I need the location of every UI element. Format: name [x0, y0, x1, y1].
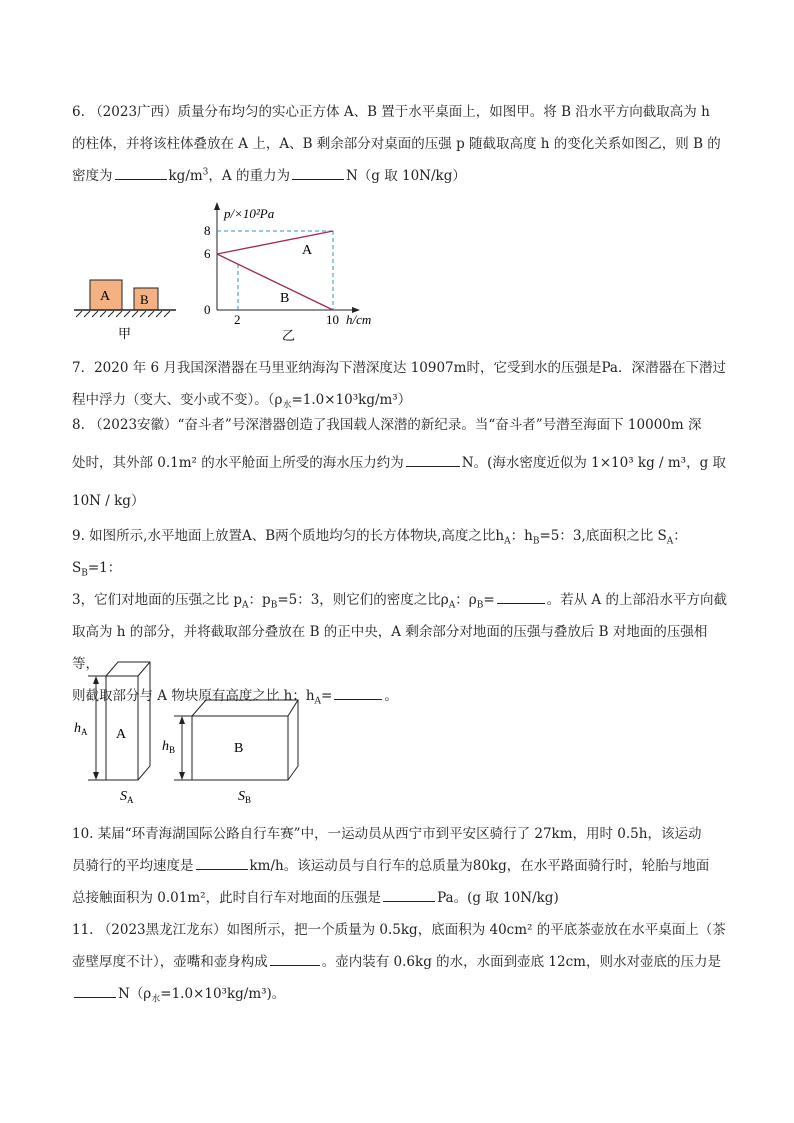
- q8-line3: 10N / kg）: [72, 493, 145, 509]
- answer-blank[interactable]: [270, 951, 320, 966]
- q11-line1: 11. （2023黑龙江龙东）如图所示，把一个质量为 0.5kg，底面积为 40cm² 的平底茶壶放在水平桌面上（茶: [72, 922, 726, 938]
- block-b-label: B: [140, 292, 149, 307]
- q8-line1: 8. （2023安徽）“奋斗者”号深潜器创造了我国载人深潜的新纪录。当“奋斗者”号潜至海面下 10000m 深: [72, 417, 702, 433]
- box-b-label: B: [234, 741, 244, 756]
- q11-line3: $N(\rho_水=1.0\times 10^3kg/m^3)$。: [72, 978, 732, 1010]
- y-axis-arrow: [214, 202, 220, 210]
- block-b-3d: [192, 700, 298, 780]
- y-tick-6: 6: [204, 246, 211, 261]
- y-axis-label: p/×10²Pa: [224, 206, 275, 221]
- answer-blank[interactable]: [196, 855, 248, 870]
- q11-line2: 壶壁厚度不计），壶嘴和壶身构成 。壶内装有 0.6kg 的水，水面到壶底 12cm，则水对壶底的压力是: [72, 946, 732, 978]
- q6-number: 6.: [72, 104, 85, 120]
- q6-line3: 密度为 $kg/m^3$，A 的重力为 N（g 取 10N/kg）: [72, 160, 732, 192]
- label-jia: 甲: [118, 326, 132, 341]
- label-yi: 乙: [282, 328, 296, 343]
- q6-figure: [60, 198, 400, 348]
- question-8: [72, 406, 732, 520]
- sb-label: $S_B$: [238, 789, 252, 805]
- line-a-label: A: [302, 243, 313, 258]
- line-a: [217, 231, 333, 254]
- y-tick-8: 8: [204, 223, 211, 238]
- line-b-label: B: [280, 291, 290, 306]
- sa-label: $S_A$: [120, 789, 134, 805]
- ha-label: $h_A$: [74, 721, 88, 737]
- question-6: [72, 96, 732, 192]
- table-hatching: [76, 311, 170, 317]
- block-a-label: A: [100, 289, 111, 304]
- x-axis-label: h/cm: [346, 312, 372, 327]
- answer-blank[interactable]: [74, 983, 116, 998]
- q9-line3: 取高为 h 的部分，并将截取部分叠放在 B 的正中央，A 剩余部分对地面的压强与叠放后 B 对地面的压强相等，: [72, 624, 708, 672]
- answer-blank[interactable]: [406, 452, 460, 467]
- dimension-hb: [174, 716, 192, 780]
- q7-line2: 程中浮力（变大、变小或不变）。$(\rho_水=1.0\times 10^3kg/m^3)$: [72, 392, 412, 411]
- question-10: [72, 818, 732, 914]
- q9-line1: 9. 如图所示,水平地面上放置A、B两个质地均匀的长方体物块,高度之比$h_A$：$h_B=5$：3,底面积之比 $S_A$：$S_B=1$：: [72, 528, 687, 579]
- x-tick-2: 2: [234, 312, 241, 327]
- q9-line2: 3，它们对地面的压强之比 $p_A$：$p_B=5$：3，则它们的密度之比$\rho_A$：$\rho_B=$ 。若从 A 的上部沿水平方向截: [72, 584, 732, 616]
- q10-line1: 10. 某届“环青海湖国际公路自行车赛”中，一运动员从西宁市到平安区骑行了 27km，用时 0.5h，该运动: [72, 826, 702, 842]
- block-a-3d: [106, 662, 150, 780]
- answer-blank[interactable]: [334, 685, 382, 700]
- box-a-label: A: [116, 727, 127, 742]
- x-tick-10: 10: [326, 312, 339, 327]
- answer-blank[interactable]: [115, 165, 167, 180]
- hb-label: $h_B$: [162, 739, 176, 755]
- y-tick-0: 0: [204, 302, 211, 317]
- q10-line2: 员骑行的平均速度是 km/h。该运动员与自行车的总质量为80kg，在水平路面骑行时，轮胎与地面: [72, 850, 732, 882]
- figure-jia: [74, 280, 176, 341]
- q8-line2: 处时，其外部 0.1m² 的水平舱面上所受的海水压力约为 N。(海水密度近似为 1×10³ kg / m³，g 取: [72, 444, 732, 482]
- q9-figure: [68, 654, 328, 810]
- answer-blank[interactable]: [383, 887, 435, 902]
- question-11: [72, 914, 732, 1010]
- q6-line2: 的柱体，并将该柱体叠放在 A 上，A、B 剩余部分对桌面的压强 p 随截取高度 h 的变化关系如图乙，则 B 的: [72, 136, 721, 152]
- q9-line4: 则截取部分与 A 物块原有高度之比 h：$h_A=$ 。: [72, 680, 732, 712]
- answer-blank[interactable]: [292, 165, 344, 180]
- line-b: [217, 254, 333, 310]
- figure-yi-graph: [204, 202, 371, 343]
- answer-blank[interactable]: [497, 589, 545, 604]
- q7-line1: 7．2020 年 6 月我国深潜器在马里亚纳海沟下潜深度达 10907m时，它受到水的压强是Pa．深潜器在下潜过: [72, 360, 726, 376]
- dimension-ha: [88, 676, 106, 780]
- q6-line1: 6. （2023广西）质量分布均匀的实心正方体 A、B 置于水平桌面上，如图甲。将 B 沿水平方向截取高为 h: [72, 104, 710, 120]
- q10-line3: 总接触面积为 0.01m²，此时自行车对地面的压强是 Pa。(g 取 10N/kg): [72, 882, 732, 914]
